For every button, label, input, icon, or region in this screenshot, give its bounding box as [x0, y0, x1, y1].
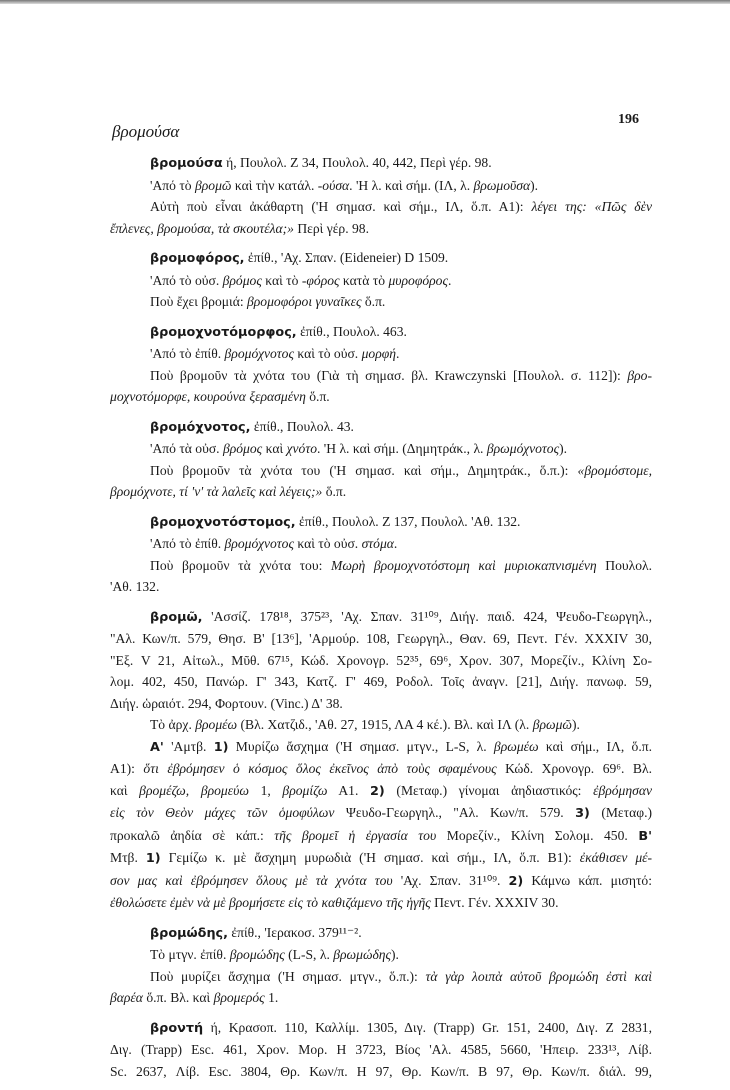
italic-text: βρωμέω [493, 738, 539, 754]
dictionary-entry [110, 247, 652, 313]
italic-text: σον μας καὶ ἐβρόμησεν ὅλους μὲ τὰ χνότα του [110, 872, 393, 888]
text: (Βλ. Χατζιδ., 'Αθ. 27, 1915, ΛΑ 4 κέ.). Βλ. καὶ ΙΛ (λ. [237, 717, 533, 732]
text: 'Αμτβ. [163, 738, 214, 754]
italic-text: ἔπλενες, βρομούσα, τὰ σκουτέλα;» [110, 220, 294, 236]
text: 'Από τὰ οὐσ. [150, 441, 223, 456]
text-line [110, 460, 652, 482]
text: Πουλολ. [596, 557, 652, 573]
page-number: 196 [618, 112, 639, 127]
italic-text: στόμα [361, 536, 394, 551]
text-line [110, 736, 652, 759]
text-line [110, 892, 652, 914]
text: Ψευδο-Γεωργηλ., "Αλ. Κων/π. 579. [334, 805, 576, 820]
text-line [110, 247, 652, 270]
text: Μυρίζω ἄσχημα ('Η σημασ. μτγν., L-S, λ. [228, 738, 494, 754]
text: καὶ τὸ [261, 272, 302, 288]
text: 'Ασσίζ. 178¹⁸, 375²³, 'Αχ. Σπαν. 31¹⁰⁹, Διήγ. παιδ. 424, Ψευδο-Γεωργηλ., [202, 608, 652, 624]
text: 'Από τὸ [150, 177, 195, 193]
text: Περὶ γέρ. 98. [293, 220, 369, 236]
text: ἐπίθ., 'Ιερακοσ. 379¹¹⁻². [228, 924, 362, 940]
text-line [110, 870, 652, 893]
italic-text: λέγει της: «Πῶς δὲν [531, 199, 652, 214]
dictionary-entry [110, 511, 652, 598]
text-line [110, 847, 652, 870]
italic-text: εἰς τὸν Θεὸν μάχες τῶν ὁμοφύλων [110, 805, 335, 820]
text: Διήγ. ὡραιότ. 294, Φορτουν. (Vinc.) Δ' 38. [110, 695, 343, 711]
text: λομ. 402, 450, Πανώρ. Γ' 343, Κατζ. Γ' 469, Ροδολ. Τοῖς ἀναγν. [21], Διήγ. πανωφ. 59, [110, 674, 652, 689]
text: 'Αχ. Σπαν. 31¹⁰⁹. [392, 872, 509, 888]
italic-text: βρομόχνοτος [224, 536, 294, 551]
text-line [110, 1017, 652, 1040]
text: Α1. [327, 782, 371, 798]
text: ἐπίθ., 'Αχ. Σπαν. (Eideneier) D 1509. [244, 250, 449, 265]
text: . [396, 346, 400, 361]
text-line [110, 218, 652, 240]
text-line [110, 481, 652, 503]
italic-text: τῆς βρομεῖ ἡ ἐργασία του [274, 827, 437, 843]
italic-text: «βρομόστομε, [577, 462, 652, 478]
italic-text: Μωρὴ βρομοχνοτόστομη καὶ μυριοκαπνισμένη [331, 557, 597, 573]
text-line [110, 438, 652, 460]
text: καὶ τὸ οὐσ. [293, 346, 362, 361]
italic-text: -ούσα [317, 177, 350, 193]
italic-text: ἐκάθισεν μέ- [579, 850, 653, 865]
text: 1. [264, 990, 279, 1005]
text: 'Από τὸ ἐπίθ. [150, 536, 225, 551]
dictionary-entry [110, 1017, 652, 1083]
italic-text: βρο- [627, 367, 652, 383]
text: ἐπίθ., Πουλολ. 463. [296, 323, 407, 339]
italic-text: βρωμώδης [333, 947, 392, 962]
headword: βρομώδης, [150, 925, 228, 941]
text: . [447, 272, 452, 288]
italic-text: βρωμοῦσα [473, 177, 531, 193]
text: . [393, 536, 398, 551]
italic-text: βρομέζω, βρομεύω [139, 782, 249, 798]
text: Τὸ ἀρχ. [150, 717, 196, 732]
headword: βρομούσα [150, 156, 223, 171]
text-line [110, 343, 652, 365]
text: Ποὺ μυρίζει ἄσχημα ('Η σημασ. μτγν., ὅ.π.): [150, 968, 426, 984]
text-line [110, 671, 652, 693]
text: (Μεταφ.) [589, 805, 653, 820]
italic-text: βρωμόχνοτος [486, 441, 560, 456]
text: 'Αθ. 132. [110, 579, 160, 594]
text: Γεμίζω κ. μὲ ἄσχημη μυρωδιὰ ('Η σημασ. καὶ σήμ., ΙΛ, ὅ.π. Β1): [160, 850, 580, 865]
text-line [110, 825, 652, 848]
text-line [110, 175, 652, 197]
italic-text: βρομερός [213, 990, 265, 1005]
text-line [110, 152, 652, 175]
text: Μορεζίν., Κλίνη Σολομ. 450. [436, 827, 639, 843]
headword: βρομόχνοτος, [150, 419, 251, 435]
dictionary-entry [110, 321, 652, 408]
text-line [110, 628, 652, 650]
scan-edge [0, 0, 730, 4]
text: καὶ τὸ οὐσ. [293, 536, 362, 551]
text: 1, [248, 782, 283, 798]
text-line [110, 321, 652, 344]
headword: 3) [575, 806, 590, 821]
dictionary-entry [110, 416, 652, 503]
text: ). [559, 441, 568, 456]
text-line [110, 555, 652, 577]
headword: 2) [508, 873, 524, 889]
text: ἐπίθ., Πουλολ. 43. [250, 418, 354, 434]
headword: Α' [150, 739, 164, 755]
text: ή, Κρασοπ. 110, Καλλίμ. 1305, Διγ. (Trapp) Gr. 151, 2400, Διγ. Z 2831, [203, 1019, 652, 1035]
text: 'Από τὸ ἐπίθ. [150, 346, 225, 361]
text: ή, Πουλολ. Z 34, Πουλολ. 40, 442, Περὶ γέρ. 98. [222, 155, 492, 170]
dictionary-body [110, 152, 652, 1090]
text: καὶ τὴν κατάλ. [231, 177, 318, 193]
text: 'Από τὸ οὐσ. [150, 272, 223, 288]
italic-text: τὰ γὰρ λοιπὰ αὐτοῦ βρομώδη ἐστὶ καὶ [425, 968, 652, 984]
headword: βρομοχνοτόστομος, [150, 514, 296, 530]
italic-text: ἐβρόμησαν [593, 782, 652, 798]
text-line [110, 780, 652, 803]
running-head: βρομούσα [112, 122, 180, 141]
italic-text: βρομόχνοτος [224, 346, 294, 361]
headword: Β' [638, 828, 652, 844]
text-line [110, 922, 652, 945]
italic-text: βρομοφόροι γυναῖκες [247, 294, 362, 309]
italic-text: ἐθολώσετε ἐμὲν νὰ μὲ βρομήσετε εἰς τὸ καθιζάμενο τῆς ἡγῆς [110, 895, 431, 910]
text: Κάμνω κάπ. μισητό: [523, 872, 652, 888]
italic-text: βρόμος [222, 272, 262, 288]
text-line [110, 944, 652, 966]
text-line [110, 802, 652, 825]
headword: βρομοχνοτόμορφος, [150, 324, 297, 340]
text: (L-S, λ. [284, 947, 334, 962]
text: (Μεταφ.) γίνομαι ἀηδιαστικός: [384, 782, 594, 798]
text-line [110, 1039, 652, 1061]
headword: 1) [213, 739, 229, 755]
text: ὅ.π. [305, 389, 330, 404]
dictionary-entry [110, 152, 652, 239]
italic-text: βρομόχνοτε, τί 'ν' τὰ λαλεῖς καὶ λέγεις;» [110, 484, 323, 499]
italic-text: βρομίζω [282, 782, 328, 798]
text: "Αλ. Κων/π. 579, Θησ. Β' [13⁶], 'Αρμούρ. 108, Γεωργηλ., Θαν. 69, Πεντ. Γέν. XXXIV 30, [110, 631, 652, 646]
headword: βρομῶ, [150, 609, 203, 625]
italic-text: βρομέω [195, 717, 238, 732]
text: Sc. 2637, Λίβ. Esc. 3804, Θρ. Κων/π. Η 97, Θρ. Κων/π. Β 97, Θρ. Κων/π. διάλ. 99, [110, 1063, 652, 1079]
italic-text: μοχνοτόμορφε, κουρούνα ξερασμένη [110, 389, 306, 404]
text: ἐπίθ., Πουλολ. Z 137, Πουλολ. 'Αθ. 132. [295, 513, 521, 529]
text: Ποὺ βρομοῦν τὰ χνότα του: [150, 557, 332, 573]
headword: βροντή [150, 1020, 204, 1036]
dictionary-entry [110, 606, 652, 914]
italic-text: βρωμῶ [532, 717, 573, 732]
italic-text: βαρέα [110, 990, 143, 1005]
text-line [110, 1061, 652, 1083]
headword: 1) [145, 851, 161, 866]
text-line [110, 693, 652, 715]
text-line [110, 291, 652, 313]
text: . 'Η λ. καὶ σήμ. (ΙΛ, λ. [349, 177, 474, 193]
text: καὶ [110, 782, 140, 798]
text: "Εξ. V 21, Αἰτωλ., Μῦθ. 67¹⁵, Κώδ. Χρονογρ. 52³⁵, 69⁶, Χρον. 307, Μορεζίν., Κλίνη Σο- [110, 652, 652, 668]
text-line [110, 533, 652, 555]
text: καὶ σήμ., ΙΛ, ὅ.π. [538, 738, 652, 754]
dictionary-entry [110, 922, 652, 1009]
text: Ποὺ βρομοῦν τὰ χνότα του ('Η σημασ. καὶ σήμ., Δημητράκ., ὅ.π.): [150, 462, 578, 478]
text: Αὐτὴ ποὺ εἶναι ἀκάθαρτη ('Η σημασ. καὶ σήμ., ΙΛ, ὅ.π. Α1): [150, 199, 532, 214]
text-line [110, 365, 652, 387]
text: κατὰ τὸ [339, 272, 389, 288]
text-line [110, 758, 652, 780]
text-line [110, 714, 652, 736]
text: ). [530, 177, 539, 193]
italic-text: βρομώδης [229, 947, 285, 962]
text: ὅ.π. [361, 294, 386, 309]
text-line [110, 966, 652, 988]
headword: 2) [370, 783, 385, 799]
text: Ποὺ ἔχει βρομιά: [150, 294, 247, 309]
text: καὶ [262, 441, 287, 456]
text: Ποὺ βρομοῦν τὰ χνότα του (Γιὰ τὴ σημασ. βλ. Krawczynski [Πουλολ. σ. 112]): [150, 367, 628, 383]
text-line [110, 416, 652, 439]
italic-text: ὅτι ἐβρόμησεν ὁ κόσμος ὅλος ἐκεῖνος ἀπὸ τοὺς σφαμένους [143, 761, 497, 776]
text: Πεντ. Γέν. XXXIV 30. [430, 895, 559, 910]
text: . 'Η λ. καὶ σήμ. (Δημητράκ., λ. [317, 441, 487, 456]
text-line [110, 196, 652, 218]
italic-text: -φόρος [301, 272, 340, 288]
italic-text: βρόμος [222, 441, 263, 456]
text: ). [572, 717, 580, 732]
text: ὅ.π. Βλ. καὶ [142, 990, 214, 1005]
italic-text: μυροφόρος [388, 272, 448, 288]
text: ). [391, 947, 399, 962]
italic-text: χνότο [286, 441, 317, 456]
text-line [110, 386, 652, 408]
text: ὅ.π. [322, 484, 347, 499]
text: Διγ. (Trapp) Esc. 461, Χρον. Μορ. Η 3723, Βίος 'Αλ. 4585, 5660, 'Ηπειρ. 233¹³, Λίβ. [110, 1042, 652, 1057]
text: Α1): [110, 761, 144, 776]
text-line [110, 511, 652, 534]
text-line [110, 270, 652, 292]
text: Μτβ. [110, 850, 146, 865]
text: Τὸ μτγν. ἐπίθ. [150, 947, 230, 962]
text-line [110, 987, 652, 1009]
text: προκαλῶ ἀηδία σὲ κάπ.: [110, 827, 275, 843]
italic-text: βρομῶ [194, 177, 232, 193]
text-line [110, 576, 652, 598]
headword: βρομοφόρος, [150, 251, 245, 266]
text: Κώδ. Χρονογρ. 69⁶. Βλ. [496, 761, 652, 776]
text-line [110, 606, 652, 629]
text-line [110, 650, 652, 672]
italic-text: μορφή [361, 346, 397, 361]
